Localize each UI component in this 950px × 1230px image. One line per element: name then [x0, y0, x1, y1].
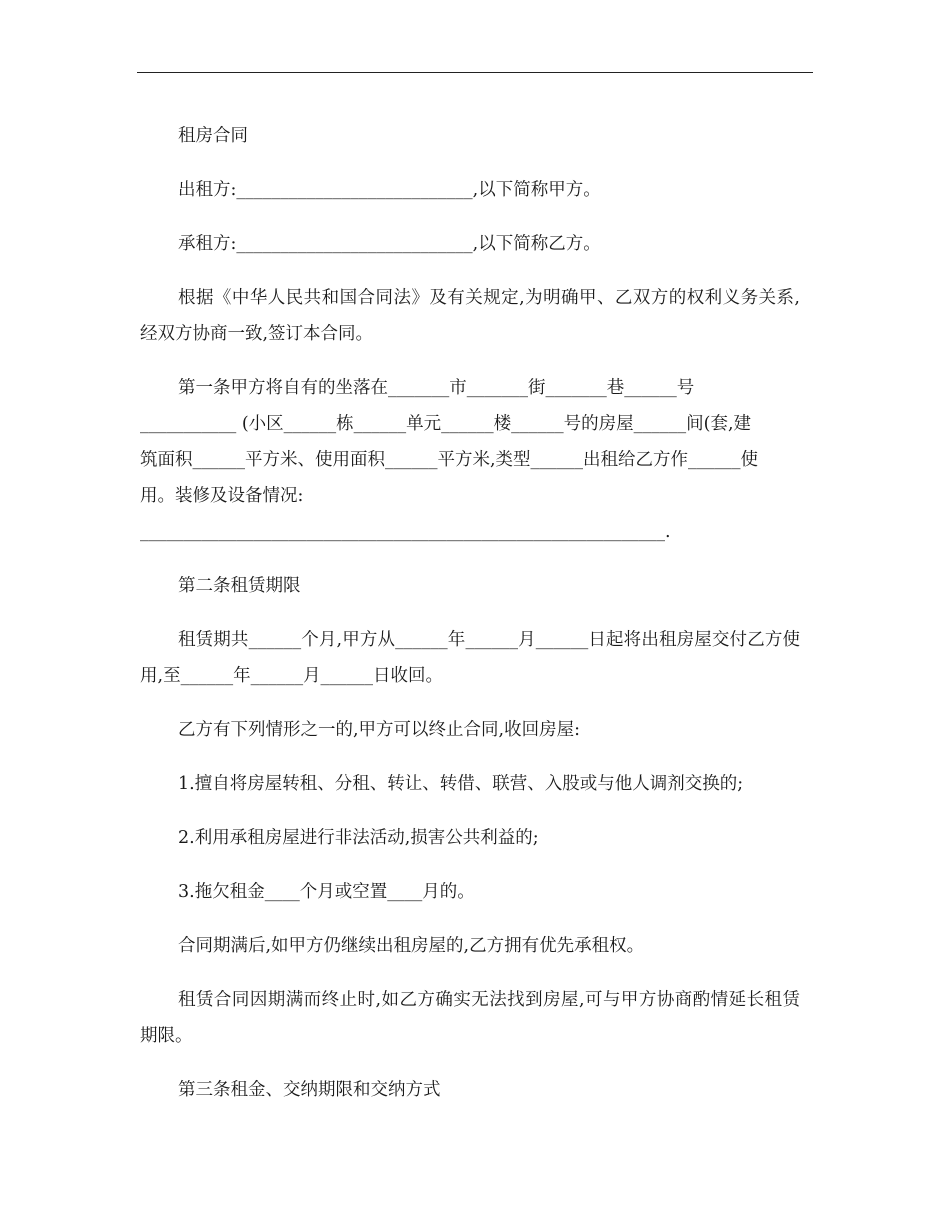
- lessee-line: 承租方:___________________________,以下简称乙方。: [178, 234, 601, 254]
- lessor-line: 出租方:___________________________,以下简称甲方。: [178, 180, 601, 200]
- termination-intro: 乙方有下列情形之一的,甲方可以终止合同,收回房屋:: [178, 720, 581, 740]
- termination-item: 3.拖欠租金____个月或空置____月的。: [178, 882, 475, 902]
- contract-body: [140, 118, 800, 1108]
- termination-item: 2.利用承租房屋进行非法活动,损害公共利益的;: [178, 828, 539, 848]
- article-1-line: ____________________________________________________________.: [140, 522, 671, 542]
- article-1-line: ___________ (小区______栋______单元______楼______号的房屋______间(套,建: [140, 414, 752, 434]
- termination-item: 1.擅自将房屋转租、分租、转让、转借、联营、入股或与他人调剂交换的;: [178, 774, 744, 794]
- header-rule: [137, 72, 813, 73]
- lease-term-paragraph: 租赁期共______个月,甲方从______年______月______日起将出租房屋交付乙方使用,至______年______月______日收回。: [140, 630, 800, 686]
- extension-paragraph: 租赁合同因期满而终止时,如乙方确实无法找到房屋,可与甲方协商酌情延长租赁期限。: [140, 990, 800, 1046]
- article-1-line: 第一条甲方将自有的坐落在_______市_______街_______巷______号: [178, 378, 695, 398]
- article-1-line: 筑面积______平方米、使用面积______平方米,类型______出租给乙方作______使: [140, 450, 759, 470]
- article-1-line: 用。装修及设备情况:: [140, 486, 304, 506]
- preamble-paragraph: 根据《中华人民共和国合同法》及有关规定,为明确甲、乙双方的权利义务关系,经双方协商一致,签订本合同。: [140, 288, 800, 344]
- article-1: [140, 370, 800, 550]
- renewal-priority-paragraph: 合同期满后,如甲方仍继续出租房屋的,乙方拥有优先承租权。: [178, 936, 645, 956]
- article-2-heading: 第二条租赁期限: [178, 576, 301, 596]
- contract-title: 租房合同: [178, 126, 248, 146]
- article-3-heading: 第三条租金、交纳期限和交纳方式: [178, 1080, 441, 1100]
